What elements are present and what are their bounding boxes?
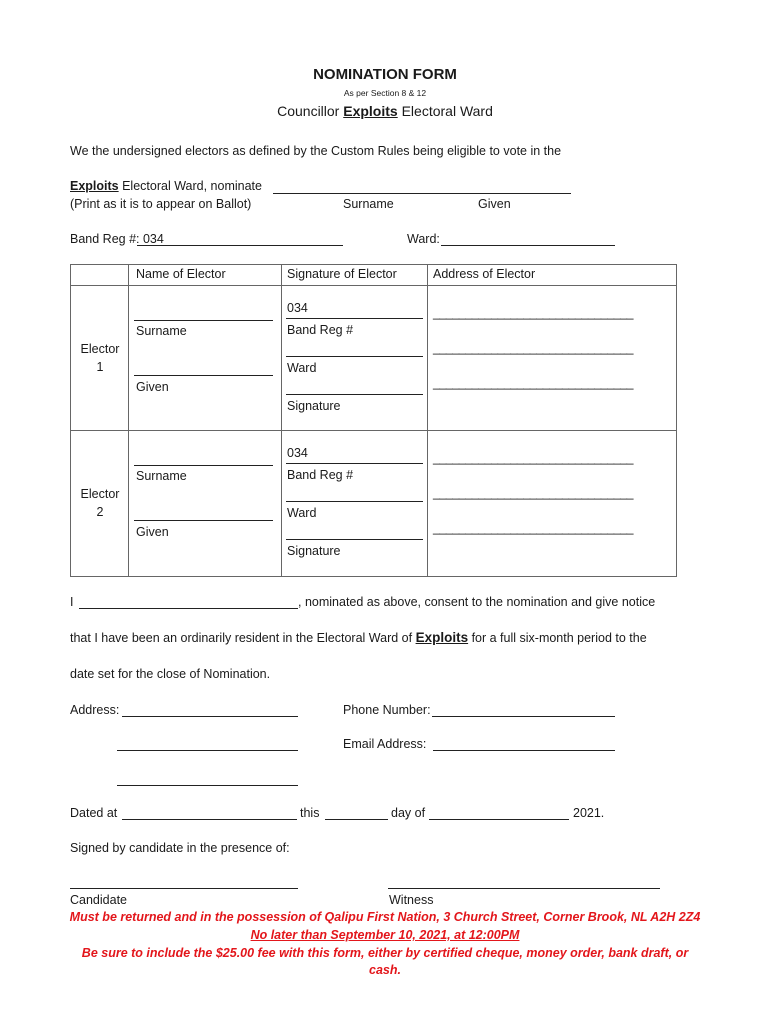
- elector-2-band-reg-label: Band Reg #: [287, 468, 354, 482]
- elector-1-surname-label: Surname: [136, 324, 187, 338]
- elector-1-address-line-2[interactable]: _______________________________: [433, 341, 634, 355]
- elector-1-address-line-3[interactable]: _______________________________: [433, 376, 634, 390]
- elector-2-signature-cell: [282, 431, 428, 577]
- address-field-1[interactable]: [122, 716, 298, 717]
- print-note: (Print as it is to appear on Ballot): [70, 197, 252, 211]
- elector-1-ward-field[interactable]: [286, 356, 423, 357]
- elector-2-name-cell: [129, 431, 282, 577]
- return-notice: Must be returned and in the possession of Qalipu First Nation, 3 Church Street, Corner Brook, NL A2H 2Z4: [69, 910, 701, 924]
- header-address: Address of Elector: [428, 265, 677, 286]
- phone-field[interactable]: [432, 716, 615, 717]
- elector-2-address-line-2[interactable]: _______________________________: [433, 486, 634, 500]
- witness-label: Witness: [389, 893, 434, 907]
- nominate-line: Exploits Electoral Ward, nominate: [70, 179, 262, 193]
- elector-1-given-field[interactable]: [134, 375, 273, 376]
- elector-2-label: Elector 2: [80, 487, 120, 519]
- header-name: Name of Elector: [129, 265, 282, 286]
- elector-1-signature-cell: [282, 286, 428, 431]
- dated-at-field[interactable]: [122, 819, 297, 820]
- header-signature: Signature of Elector: [282, 265, 428, 286]
- header-empty-cell: [71, 265, 129, 286]
- nominee-name-field[interactable]: [273, 193, 571, 194]
- band-reg-value: 034: [142, 232, 164, 246]
- elector-1-given-label: Given: [136, 380, 169, 394]
- fee-notice: Be sure to include the $25.00 fee with this form, either by certified cheque, money order, bank draft, or: [81, 946, 689, 960]
- address-field-3[interactable]: [117, 785, 298, 786]
- address-field-2[interactable]: [117, 750, 298, 751]
- band-reg-label: Band Reg #: 034: [70, 232, 164, 246]
- consent-line-3: date set for the close of Nomination.: [70, 667, 271, 681]
- elector-2-label-cell: [71, 431, 129, 577]
- dated-at-label: Dated at: [70, 806, 118, 820]
- deadline-notice: No later than September 10, 2021, at 12:00PM: [250, 928, 520, 942]
- elector-1-name-cell: [129, 286, 282, 431]
- elector-2-address-cell: [428, 431, 677, 577]
- elector-2-surname-field[interactable]: [134, 465, 273, 466]
- intro-line: We the undersigned electors as defined by the Custom Rules being eligible to vote in the: [70, 144, 562, 158]
- signed-by-label: Signed by candidate in the presence of:: [70, 841, 290, 855]
- elector-2-given-field[interactable]: [134, 520, 273, 521]
- elector-2-ward-label: Ward: [287, 506, 317, 520]
- day-field[interactable]: [325, 819, 388, 820]
- elector-2-ward-field[interactable]: [286, 501, 423, 502]
- ward-label: Ward:: [407, 232, 440, 246]
- elector-2-band-reg-field[interactable]: [286, 463, 423, 464]
- ward-name: Exploits: [343, 103, 398, 119]
- email-field[interactable]: [433, 750, 615, 751]
- elector-table: [70, 264, 677, 577]
- candidate-signature-field[interactable]: [70, 888, 298, 889]
- form-title: NOMINATION FORM: [313, 66, 457, 83]
- month-field[interactable]: [429, 819, 569, 820]
- address-label: Address:: [70, 703, 120, 717]
- band-reg-field[interactable]: [137, 245, 343, 246]
- day-of-label: day of: [391, 806, 426, 820]
- elector-2-address-line-3[interactable]: _______________________________: [433, 521, 634, 535]
- fee-notice-cont: cash.: [369, 963, 401, 977]
- email-label: Email Address:: [343, 737, 427, 751]
- nominee-given-label: Given: [478, 197, 511, 211]
- elector-1-address-line-1[interactable]: _______________________________: [433, 306, 634, 320]
- consent-line-2: that I have been an ordinarily resident in the Electoral Ward of Exploits for a full six-month period to the: [70, 630, 647, 645]
- phone-label: Phone Number:: [343, 703, 431, 717]
- elector-1-address-cell: [428, 286, 677, 431]
- witness-signature-field[interactable]: [388, 888, 660, 889]
- elector-1-ward-label: Ward: [287, 361, 317, 375]
- ward-field[interactable]: [441, 245, 615, 246]
- consent-line-1: , nominated as above, consent to the nomination and give notice: [298, 595, 656, 609]
- section-reference: As per Section 8 & 12: [343, 88, 427, 98]
- candidate-label: Candidate: [70, 893, 127, 907]
- elector-1-label: Elector 1: [80, 342, 120, 374]
- elector-2-signature-label: Signature: [287, 544, 341, 558]
- elector-2-surname-label: Surname: [136, 469, 187, 483]
- this-label: this: [300, 806, 320, 820]
- elector-1-band-prefix: 034: [287, 301, 308, 315]
- elector-2-signature-field[interactable]: [286, 539, 423, 540]
- nominee-surname-label: Surname: [343, 197, 394, 211]
- elector-1-band-reg-label: Band Reg #: [287, 323, 354, 337]
- elector-1-signature-field[interactable]: [286, 394, 423, 395]
- elector-1-band-reg-field[interactable]: [286, 318, 423, 319]
- elector-2-given-label: Given: [136, 525, 169, 539]
- consent-i: I: [70, 595, 74, 609]
- elector-1-signature-label: Signature: [287, 399, 341, 413]
- elector-2-address-line-1[interactable]: _______________________________: [433, 451, 634, 465]
- elector-1-surname-field[interactable]: [134, 320, 273, 321]
- councillor-ward-heading: Councillor Exploits Electoral Ward: [277, 103, 493, 119]
- elector-1-label-cell: [71, 286, 129, 431]
- year-label: 2021.: [573, 806, 605, 820]
- elector-2-band-prefix: 034: [287, 446, 308, 460]
- candidate-name-field[interactable]: [79, 608, 298, 609]
